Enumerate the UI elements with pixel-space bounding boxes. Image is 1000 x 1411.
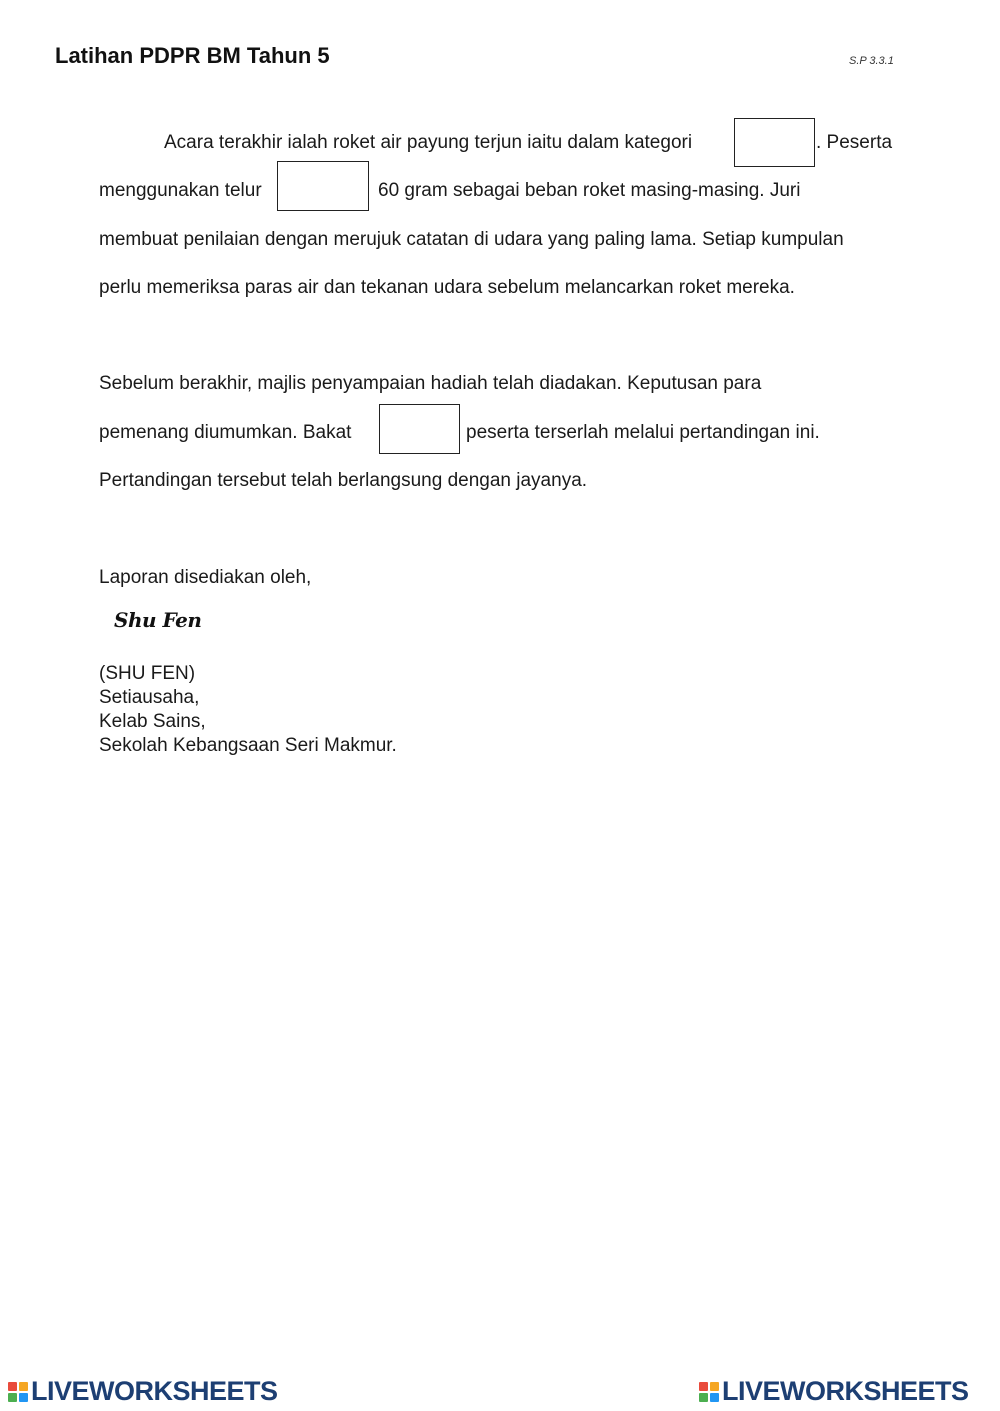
paragraph1-line4: perlu memeriksa paras air dan tekanan udara sebelum melancarkan roket mereka.: [99, 277, 795, 298]
answer-box-3[interactable]: [379, 404, 460, 454]
paragraph2-line2-before: pemenang diumumkan. Bakat: [99, 422, 352, 443]
paragraph2-line1: Sebelum berakhir, majlis penyampaian hadiah telah diadakan. Keputusan para: [99, 373, 762, 394]
paragraph2-line2-after: peserta terserlah melalui pertandingan ini.: [466, 422, 820, 443]
page-title: Latihan PDPR BM Tahun 5: [55, 43, 330, 68]
logo-square-4: [710, 1393, 719, 1402]
logo-square-1: [8, 1382, 17, 1391]
brand-text-right: LIVEWORKSHEETS: [722, 1376, 969, 1406]
brand-text-left: LIVEWORKSHEETS: [31, 1376, 278, 1406]
signer-name: (SHU FEN): [99, 663, 196, 684]
paragraph1-line1-before: Acara terakhir ialah roket air payung terjun iaitu dalam kategori: [164, 132, 693, 153]
paragraph1-line2-before: menggunakan telur: [99, 180, 262, 201]
prepared-by-label: Laporan disediakan oleh,: [99, 567, 312, 588]
paragraph1-line1-after: . Peserta: [816, 132, 893, 153]
brand-right: [699, 1376, 969, 1407]
signer-position: Setiausaha,: [99, 687, 200, 708]
signer-club: Kelab Sains,: [99, 711, 206, 732]
paragraph1-line2-after: 60 gram sebagai beban roket masing-masing. Juri: [378, 180, 801, 201]
answer-box-1[interactable]: [734, 118, 815, 167]
paragraph1-line3: membuat penilaian dengan merujuk catatan di udara yang paling lama. Setiap kumpulan: [99, 229, 844, 250]
logo-square-3: [8, 1393, 17, 1402]
brand-left: [8, 1376, 278, 1407]
logo-square-4: [19, 1393, 28, 1402]
logo-square-1: [699, 1382, 708, 1391]
liveworksheets-logo-icon: [699, 1382, 719, 1402]
signer-school: Sekolah Kebangsaan Seri Makmur.: [99, 735, 397, 756]
liveworksheets-logo-icon: [8, 1382, 28, 1402]
answer-box-2[interactable]: [277, 161, 369, 211]
standard-code: S.P 3.3.1: [849, 55, 894, 67]
logo-square-2: [710, 1382, 719, 1391]
logo-square-3: [699, 1393, 708, 1402]
signature-block: [99, 662, 397, 758]
logo-square-2: [19, 1382, 28, 1391]
signature: Shu Fen: [114, 608, 202, 632]
paragraph2-line3: Pertandingan tersebut telah berlangsung dengan jayanya.: [99, 470, 588, 491]
